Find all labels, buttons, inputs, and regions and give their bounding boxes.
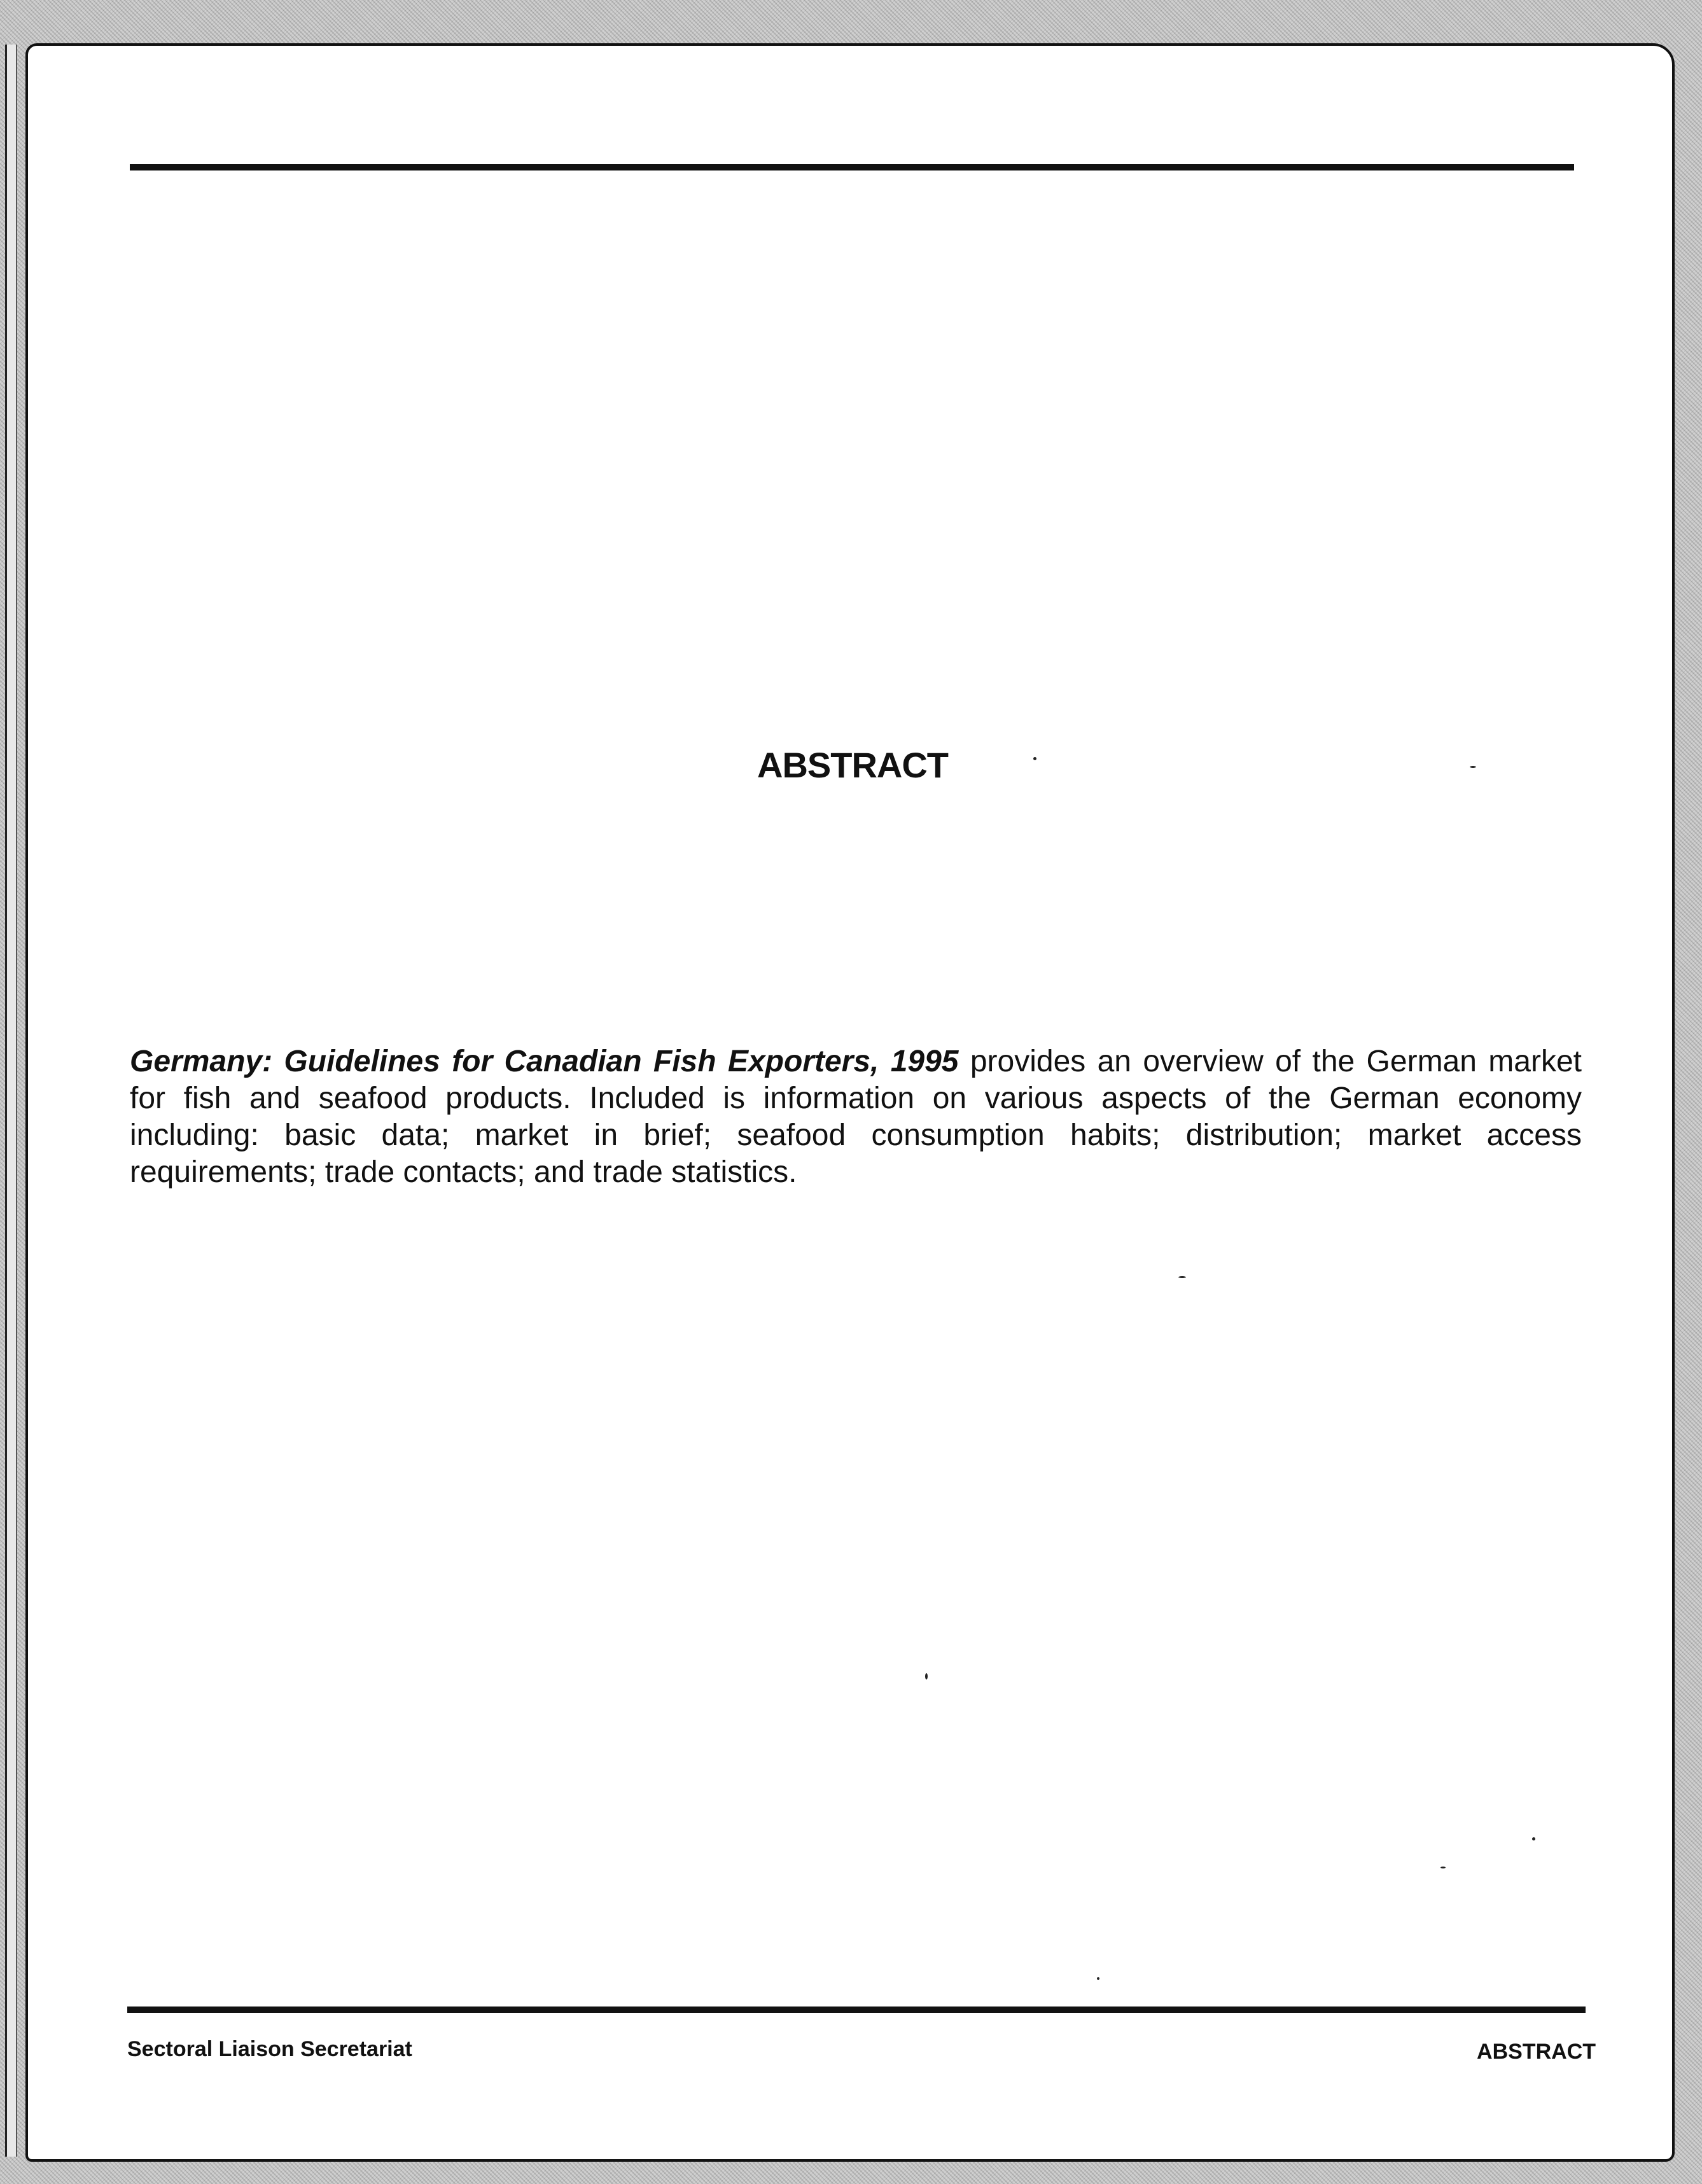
scan-speck	[1178, 1276, 1186, 1278]
scan-speck	[1440, 1867, 1446, 1868]
scan-speck	[1532, 1837, 1535, 1840]
bottom-rule	[127, 2007, 1586, 2013]
footer-organization: Sectoral Liaison Secretariat	[127, 2037, 412, 2061]
footer-section-name: ABSTRACT	[1477, 2040, 1596, 2064]
publication-title: Germany: Guidelines for Canadian Fish Exporters, 1995	[130, 1045, 959, 1078]
scan-speck	[1097, 1977, 1099, 1980]
top-rule	[130, 164, 1574, 170]
page-title: ABSTRACT	[757, 745, 948, 785]
scan-speck	[1033, 757, 1036, 760]
abstract-text: provides an overview of the German market for fish and seafood products. Included is information on various aspects of the German economy including: basic data; market in brief; seafood consumption habits; distribution; market access requirements; trade contacts; and trade statistics.	[130, 1045, 1582, 1189]
binding-edge	[5, 45, 17, 2157]
abstract-paragraph	[130, 1043, 1582, 1191]
document-page	[25, 43, 1675, 2162]
scan-speck	[1470, 766, 1476, 768]
scan-speck	[925, 1673, 928, 1680]
